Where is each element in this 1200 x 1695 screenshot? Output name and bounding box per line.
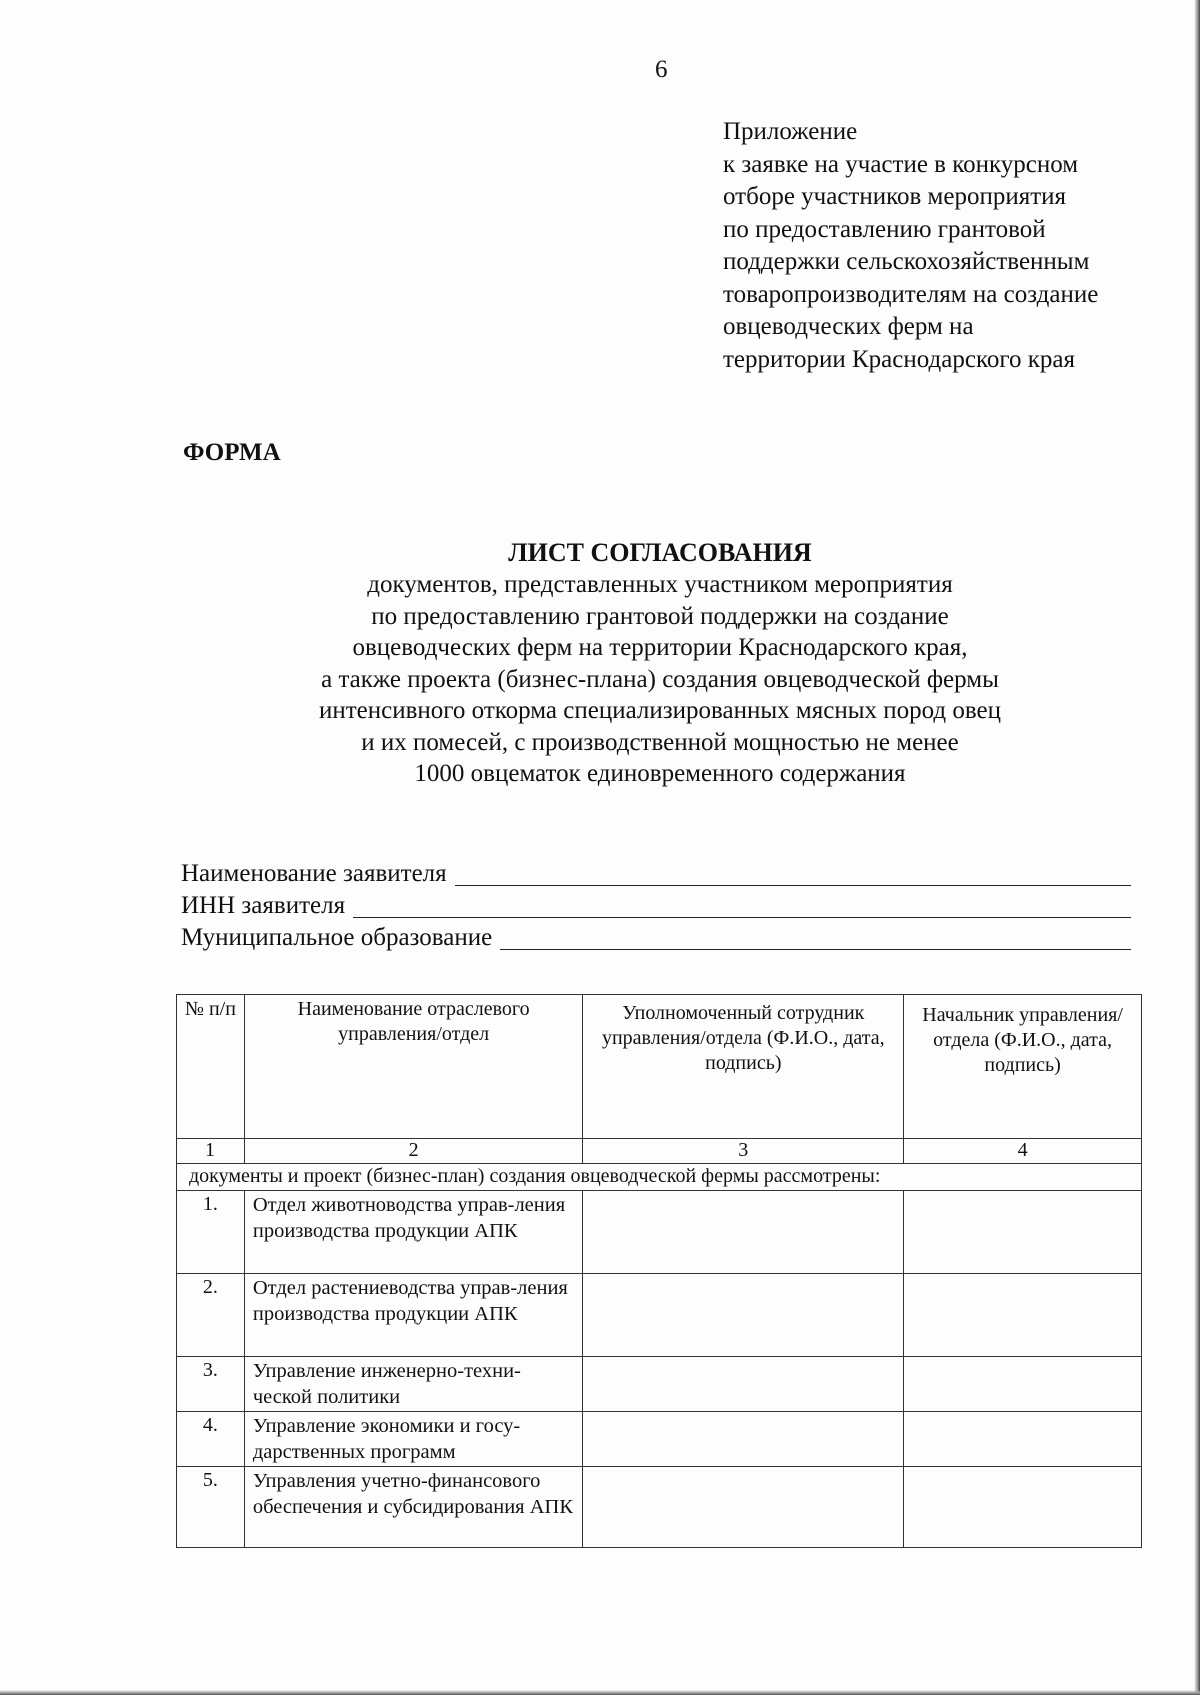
- subtitle-line: интенсивного откорма специализированных мясных пород овец: [318, 697, 1002, 724]
- appendix-line: Приложение: [723, 118, 858, 145]
- table-row: [177, 1357, 1142, 1412]
- title-block: [160, 537, 1160, 790]
- section-caption: документы и проект (бизнес-план) создания овцеводческой фермы рассмотрены:: [177, 1164, 1142, 1191]
- applicant-name-row: [181, 858, 1131, 890]
- department-name: Отдел животноводства управ-ления производства продукции АПК: [244, 1191, 583, 1274]
- subtitle-line: овцеводческих ферм на территории Краснодарского края,: [352, 634, 968, 661]
- approval-table: [176, 994, 1142, 1548]
- appendix-line: по предоставлению грантовой: [723, 215, 1046, 243]
- appendix-line: отборе участников мероприятия: [723, 183, 1067, 210]
- row-number: 2.: [177, 1274, 245, 1357]
- applicant-inn-field[interactable]: [353, 895, 1131, 918]
- appendix-line: товаропроизводителям на создание: [723, 280, 1099, 308]
- subtitle-line: и их помесей, с производственной мощностью не менее: [361, 728, 959, 756]
- department-name: Отдел растениеводства управ-ления производства продукции АПК: [244, 1274, 583, 1357]
- header-department: Наименование отраслевого управления/отдел: [244, 995, 583, 1139]
- appendix-note: [723, 116, 1183, 376]
- chief-signature-cell[interactable]: [904, 1467, 1142, 1548]
- appendix-line: территории Краснодарского края: [723, 345, 1075, 373]
- subtitle-line: по предоставлению грантовой поддержки на создание: [371, 602, 949, 630]
- subtitle-line: а также проекта (бизнес-плана) создания овцеводческой фермы: [321, 665, 999, 693]
- section-row: [177, 1164, 1142, 1191]
- row-number: 3.: [177, 1357, 245, 1412]
- subtitle-line: документов, представленных участником мероприятия: [367, 571, 953, 598]
- employee-signature-cell[interactable]: [583, 1274, 904, 1357]
- form-label: ФОРМА: [183, 439, 281, 466]
- header-number: № п/п: [177, 995, 245, 1139]
- chief-signature-cell[interactable]: [904, 1274, 1142, 1357]
- table-row: [177, 1412, 1142, 1467]
- subtitle-line: 1000 овцематок единовременного содержания: [414, 760, 906, 787]
- applicant-fields: [181, 858, 1131, 954]
- department-name: Управление инженерно-техни-ческой политики: [244, 1357, 583, 1412]
- column-number: 2: [244, 1139, 583, 1164]
- applicant-name-label: Наименование заявителя: [181, 860, 447, 887]
- department-name: Управление экономики и госу-дарственных программ: [244, 1412, 583, 1467]
- municipality-row: [181, 922, 1131, 954]
- row-number: 1.: [177, 1191, 245, 1274]
- appendix-line: овцеводческих ферм на: [723, 313, 974, 340]
- applicant-inn-label: ИНН заявителя: [181, 892, 346, 919]
- row-number: 4.: [177, 1412, 245, 1467]
- municipality-label: Муниципальное образование: [181, 924, 493, 951]
- employee-signature-cell[interactable]: [583, 1191, 904, 1274]
- table-row: [177, 1191, 1142, 1274]
- chief-signature-cell[interactable]: [904, 1191, 1142, 1274]
- appendix-line: к заявке на участие в конкурсном: [723, 150, 1079, 178]
- column-number-row: [177, 1139, 1142, 1164]
- page-number: 6: [655, 56, 668, 83]
- municipality-field[interactable]: [500, 927, 1131, 950]
- applicant-inn-row: [181, 890, 1131, 922]
- header-chief: Начальник управления/отдела (Ф.И.О., дата, подпись): [904, 995, 1142, 1139]
- applicant-name-field[interactable]: [455, 863, 1131, 886]
- chief-signature-cell[interactable]: [904, 1412, 1142, 1467]
- scan-edge-right: [1194, 0, 1200, 1695]
- appendix-line: поддержки сельскохозяйственным: [723, 248, 1090, 275]
- department-name: Управления учетно-финансового обеспечения и субсидирования АПК: [244, 1467, 583, 1548]
- employee-signature-cell[interactable]: [583, 1467, 904, 1548]
- chief-signature-cell[interactable]: [904, 1357, 1142, 1412]
- employee-signature-cell[interactable]: [583, 1357, 904, 1412]
- scan-edge-bottom: [0, 1690, 1200, 1695]
- header-employee: Уполномоченный сотрудник управления/отдела (Ф.И.О., дата, подпись): [583, 995, 904, 1139]
- table-header-row: [177, 995, 1142, 1139]
- document-title: ЛИСТ СОГЛАСОВАНИЯ: [508, 538, 812, 567]
- column-number: 4: [904, 1139, 1142, 1164]
- column-number: 3: [583, 1139, 904, 1164]
- row-number: 5.: [177, 1467, 245, 1548]
- table-row: [177, 1274, 1142, 1357]
- column-number: 1: [177, 1139, 245, 1164]
- employee-signature-cell[interactable]: [583, 1412, 904, 1467]
- table-row: [177, 1467, 1142, 1548]
- approval-table-wrap: [176, 994, 1142, 1548]
